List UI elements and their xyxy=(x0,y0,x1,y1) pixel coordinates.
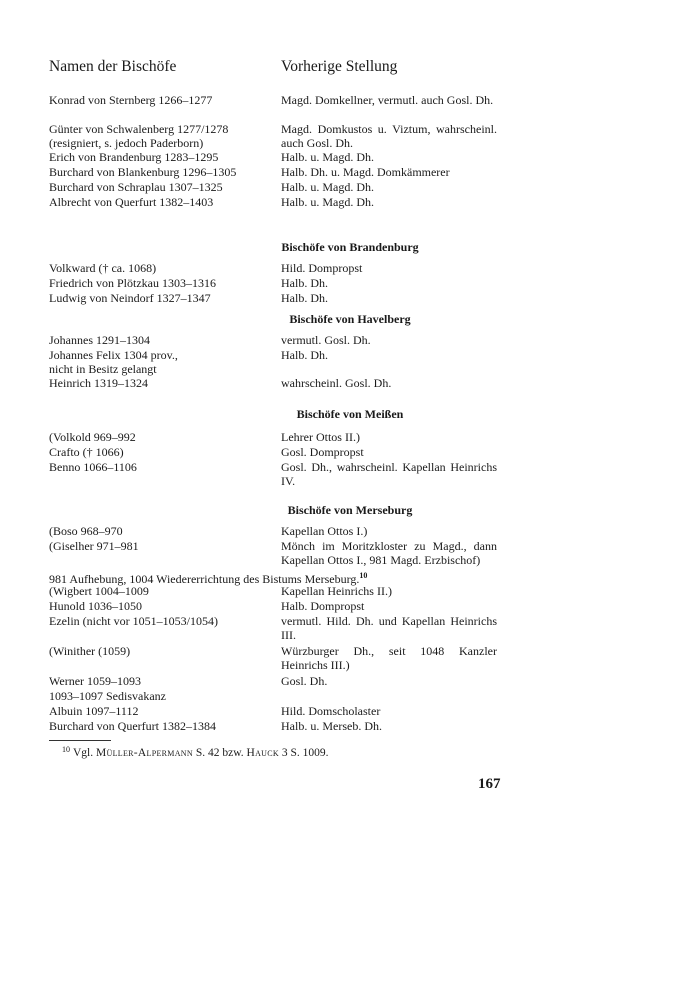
bishop-name: Ludwig von Neindorf 1327–1347 xyxy=(49,291,211,305)
previous-position: Lehrer Ottos II.) xyxy=(281,430,360,444)
previous-position: Magd. Domkustos u. Viztum, wahrscheinl. auch Gosl. Dh. xyxy=(281,122,497,150)
bishop-name: (Volkold 969–992 xyxy=(49,430,136,444)
bishop-name: Albuin 1097–1112 xyxy=(49,704,139,718)
footnote-middle: S. 42 bzw. xyxy=(195,747,244,759)
bishop-name: Erich von Brandenburg 1283–1295 xyxy=(49,150,219,164)
bishop-name: Heinrich 1319–1324 xyxy=(49,376,148,390)
section-heading-merseburg: Bischöfe von Merseburg xyxy=(287,503,413,517)
page-number: 167 xyxy=(478,776,501,792)
previous-position: Halb. Dompropst xyxy=(281,599,365,613)
footnote-divider xyxy=(49,740,111,741)
bishop-name: 1093–1097 Sedisvakanz xyxy=(49,689,166,703)
previous-position: Magd. Domkellner, vermutl. auch Gosl. Dh. xyxy=(281,93,494,107)
footnote-author: Hauck xyxy=(246,747,279,759)
diocese-note-text: 981 Aufhebung, 1004 Wiedererrichtung des Bistums Merseburg. xyxy=(49,572,360,586)
bishop-name: Benno 1066–1106 xyxy=(49,460,137,474)
previous-position: Halb. u. Magd. Dh. xyxy=(281,180,374,194)
footnote-suffix: 3 S. 1009. xyxy=(281,747,329,759)
previous-position: vermutl. Hild. Dh. und Kapellan Heinrichs III. xyxy=(281,614,497,642)
bishop-name: Konrad von Sternberg 1266–1277 xyxy=(49,93,213,107)
previous-position: Kapellan Heinrichs II.) xyxy=(281,584,392,598)
bishop-name: Burchard von Schraplau 1307–1325 xyxy=(49,180,223,194)
column-header-names: Namen der Bischöfe xyxy=(49,58,177,75)
previous-position: Halb. u. Magd. Dh. xyxy=(281,195,374,209)
footnote-author: Müller-Alpermann xyxy=(96,747,193,759)
bishop-name: Crafto († 1066) xyxy=(49,445,124,459)
bishop-name: Burchard von Blankenburg 1296–1305 xyxy=(49,165,237,179)
footnote xyxy=(62,745,329,759)
previous-position: Halb. Dh. xyxy=(281,291,328,305)
bishop-name: Günter von Schwalenberg 1277/1278 (resigniert, s. jedoch Paderborn) xyxy=(49,122,229,150)
bishop-name: (Winither (1059) xyxy=(49,644,131,658)
previous-position: Halb. Dh. xyxy=(281,348,328,362)
previous-position: Halb. Dh. u. Magd. Domkämmerer xyxy=(281,165,450,179)
previous-position: Gosl. Dompropst xyxy=(281,445,364,459)
previous-position: Gosl. Dh., wahrscheinl. Kapellan Heinrichs IV. xyxy=(281,460,497,488)
bishop-name: (Giselher 971–981 xyxy=(49,539,139,553)
bishop-name: Volkward († ca. 1068) xyxy=(49,261,157,275)
previous-position: wahrscheinl. Gosl. Dh. xyxy=(281,376,392,390)
previous-position: Mönch im Moritzkloster zu Magd., dann Kapellan Ottos I., 981 Magd. Erzbischof) xyxy=(281,539,497,567)
footnote-prefix: Vgl. xyxy=(73,747,94,759)
bishop-name: Friedrich von Plötzkau 1303–1316 xyxy=(49,276,216,290)
section-heading-meissen: Bischöfe von Meißen xyxy=(296,407,404,421)
footnote-number: 10 xyxy=(62,745,70,754)
previous-position: Würzburger Dh., seit 1048 Kanzler Heinrichs III.) xyxy=(281,644,497,672)
previous-position: Hild. Dompropst xyxy=(281,261,363,275)
bishop-name: (Boso 968–970 xyxy=(49,524,123,538)
previous-position: Halb. u. Magd. Dh. xyxy=(281,150,374,164)
previous-position: Kapellan Ottos I.) xyxy=(281,524,368,538)
bishop-name: Ezelin (nicht vor 1051–1053/1054) xyxy=(49,614,218,628)
previous-position: Halb. Dh. xyxy=(281,276,328,290)
bishop-name: (Wigbert 1004–1009 xyxy=(49,584,149,598)
previous-position: Halb. u. Merseb. Dh. xyxy=(281,719,382,733)
previous-position: Gosl. Dh. xyxy=(281,674,328,688)
bishop-name: Hunold 1036–1050 xyxy=(49,599,142,613)
bishop-name: Burchard von Querfurt 1382–1384 xyxy=(49,719,216,733)
bishop-name: Werner 1059–1093 xyxy=(49,674,142,688)
previous-position: vermutl. Gosl. Dh. xyxy=(281,333,371,347)
bishop-name: Johannes Felix 1304 prov., nicht in Besitz gelangt xyxy=(49,348,178,376)
section-heading-havelberg: Bischöfe von Havelberg xyxy=(289,312,411,326)
bishop-name: Albrecht von Querfurt 1382–1403 xyxy=(49,195,214,209)
bishop-name: Johannes 1291–1304 xyxy=(49,333,150,347)
section-heading-brandenburg: Bischöfe von Brandenburg xyxy=(281,240,419,254)
previous-position: Hild. Domscholaster xyxy=(281,704,381,718)
column-header-previous-position: Vorherige Stellung xyxy=(281,58,398,75)
footnote-reference: 10 xyxy=(359,571,368,580)
